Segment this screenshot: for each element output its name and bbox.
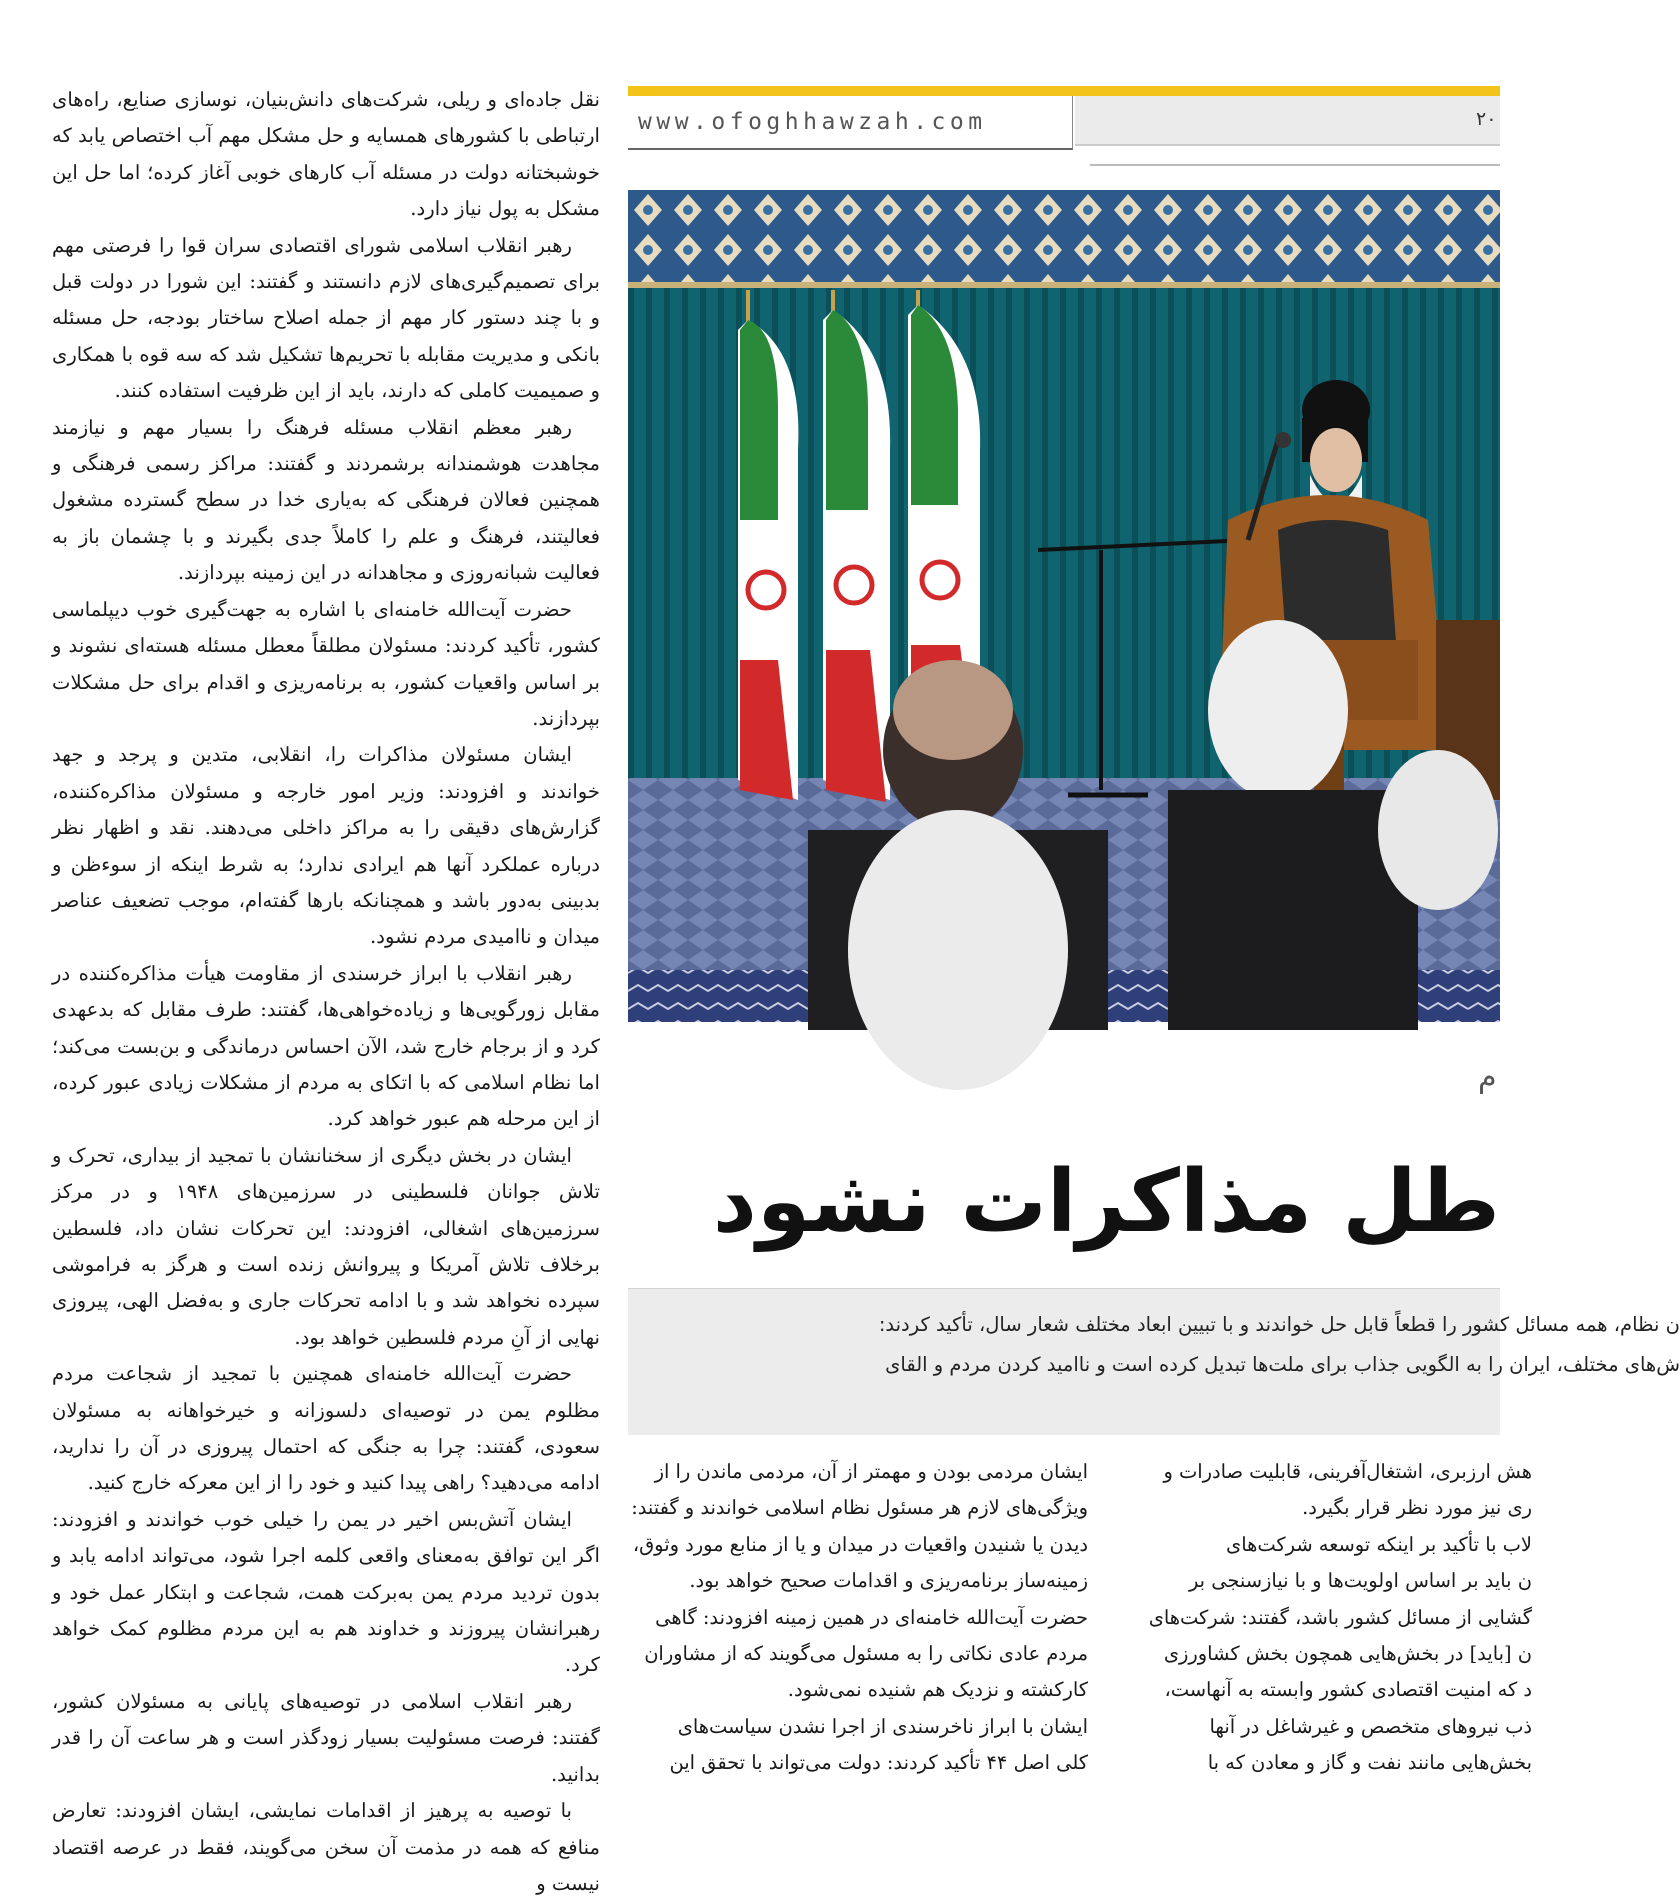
header-rule [1090, 164, 1500, 166]
text-line: هش ارزبری، اشتغال‌آفرینی، قابلیت صادرات و [1163, 1460, 1532, 1483]
paragraph: حضرت آیت‌الله خامنه‌ای همچنین با تمجید از شجاعت مردم مظلوم یمن در توصیه‌ای دلسوزانه و خیرخواهانه به مسئولان سعودی، گفتند: چرا به جنگی که احتمال پیروزی در آن را ندارید، ادامه می‌دهید؟ راهی پیدا کنید و خود را از این معرکه خارج کنید. [52, 1362, 600, 1495]
text-line: د که امنیت اقتصادی کشور وابسته به آنهاست، [1164, 1678, 1532, 1702]
text-line: ن [باید] در بخش‌هایی همچون بخش کشاورزی [1163, 1642, 1532, 1666]
paragraph: ایشان مسئولان مذاکرات را، انقلابی، متدین و پرجد و جهد خواندند و افزودند: وزیر امور خارجه و مسئولان مذاکره‌کننده، گزارش‌های دقیقی را به مراکز داخلی می‌دهند. نقد و اظهار نظر درباره عملکرد آنها هم ایرادی ندارد؛ به شرط اینکه از سوءظن و بدبینی به‌دور باشد و همچنانکه بارها گفته‌ام، موجب تضعیف عناصر میدان و ناامیدی مردم نشود. [52, 743, 600, 949]
text-line: گشایی از مسائل کشور باشد، گفتند: شرکت‌های [1148, 1605, 1532, 1629]
lead-box [628, 1288, 1680, 1435]
page-number: ۲۰ [1476, 108, 1497, 130]
text-line: ذب نیروهای متخصص و غیرشاغل در آنها [1209, 1714, 1532, 1738]
lead-line: ش‌های مختلف، ایران را به الگویی جذاب برای ملت‌ها تبدیل کرده است و ناامید کردن مردم و القای [885, 1353, 1680, 1376]
site-url: www.ofoghhawzah.com [638, 109, 987, 135]
paragraph: رهبر انقلاب با ابراز خرسندی از مقاومت هیأت مذاکره‌کننده در مقابل زورگویی‌ها و زیاده‌خواهی‌ها، گفتند: طرف مقابل که بدعهدی کرد و از برجام خارج شد، الآن احساس درماندگی و بن‌بست می‌کند؛ اما نظام اسلامی که با اتکای به مردم از مشکلات زیادی عبور کرده، از این مرحله هم عبور خواهد کرد. [52, 961, 600, 1131]
paragraph: رهبر انقلاب اسلامی در توصیه‌های پایانی به مسئولان کشور، گفتند: فرصت مسئولیت بسیار زودگذر است و هر ساعت آن را قدر بدانید. [52, 1689, 600, 1786]
article-middle-column [628, 1454, 1088, 1790]
text-line: ری نیز مورد نظر قرار بگیرد. [1302, 1496, 1532, 1520]
text-line: ایشان با ابراز ناخرسندی از اجرا نشدن سیاست‌های [677, 1714, 1088, 1738]
paragraph: نقل جاده‌ای و ریلی، شرکت‌های دانش‌بنیان، نوسازی صنایع، راه‌های ارتباطی با کشورهای همسایه و حل مشکل مهم آب اختصاص یابد که خوشبختانه دولت در مسئله آب کارهای خوبی آغاز کرده؛ اما حل این مشکل به پول نیاز دارد. [52, 88, 600, 221]
kicker: م [1478, 1060, 1497, 1095]
text-line: کارکشته و نزدیک هم شنیده نمی‌شود. [787, 1678, 1088, 1702]
headline: طل مذاکرات نشود [712, 1152, 1500, 1252]
text-line: ن باید بر اساس اولویت‌ها و با نیازسنجی بر [1188, 1569, 1532, 1593]
paragraph: ایشان آتش‌بس اخیر در یمن را خیلی خوب خواندند و افزودند: اگر این توافق به‌معنای واقعی کلمه اجرا شود، می‌تواند ادامه یابد و بدون تردید مردم یمن به‌برکت همت، شجاعت و ابتکار عمل خود و رهبرانشان پیروزند و خداوند هم به این مردم مظلوم کمک خواهد کرد. [52, 1507, 600, 1677]
text-line: بخش‌هایی مانند نفت و گاز و معادن که با [1207, 1751, 1532, 1775]
text-line: ویژگی‌های لازم هر مسئول نظام اسلامی خواندند و گفتند: [631, 1496, 1088, 1520]
headline-area [628, 1140, 1500, 1280]
text-line: مردم عادی نکاتی را به مسئول می‌گویند که از مشاوران [644, 1642, 1088, 1666]
text-line: دیدن یا شنیدن واقعیات در میدان و یا از منابع مورد وثوق، [632, 1532, 1088, 1556]
text-line: حضرت آیت‌الله خامنه‌ای در همین زمینه افزودند: گاهی [655, 1605, 1088, 1629]
header-yellow-bar [628, 86, 1500, 96]
paragraph: حضرت آیت‌الله خامنه‌ای با اشاره به جهت‌گیری خوب دیپلماسی کشور، تأکید کردند: مسئولان مطلقاً معطل مسئله هسته‌ای نشوند و بر اساس واقعیات کشور، به برنامه‌ریزی و اقدام برای حل مشکلات بپردازند. [52, 597, 600, 730]
site-url-box [628, 96, 1073, 150]
text-line: زمینه‌ساز برنامه‌ریزی و اقدامات صحیح خواهد بود. [689, 1569, 1088, 1593]
text-line: کلی اصل ۴۴ تأکید کردند: دولت می‌تواند با تحقق این [669, 1751, 1088, 1775]
paragraph: رهبر معظم انقلاب مسئله فرهنگ را بسیار مهم و نیازمند مجاهدت هوشمندانه برشمردند و گفتند: مراکز رسمی فرهنگی و همچنین فعالان فرهنگی که به‌یاری خدا در سطح گسترده مشغول فعالیتند، فرهنگ و علم را کاملاً جدی بگیرند و با چشمان باز به فعالیت شبانه‌روزی و مجاهدانه در این زمینه بپردازند. [52, 415, 600, 585]
paragraph: رهبر انقلاب اسلامی شورای اقتصادی سران قوا را فرصتی مهم برای تصمیم‌گیری‌های لازم دانستند و گفتند: این شورا در دولت قبل و با چند دستور کار مهم از جمله اصلاح ساختار بودجه، حل مسئله بانکی و مدیریت مقابله با تحریم‌ها تشکیل شد که سه قوه با همکاری و صمیمیت کاملی که دارند، باید از این ظرفیت استفاده کنند. [52, 233, 600, 403]
article-right-column [1112, 1454, 1532, 1790]
paragraph: با توصیه به پرهیز از اقدامات نمایشی، ایشان افزودند: تعارض منافع که همه در مذمت آن سخن می‌گویند، فقط در عرصه اقتصاد نیست و [52, 1799, 600, 1895]
speech-photo [628, 190, 1500, 1022]
article-left-column [52, 82, 600, 1902]
lead-line: ن نظام، همه مسائل کشور را قطعاً قابل حل خواندند و با تبیین ابعاد مختلف شعار سال، تأکید کردند: [878, 1313, 1680, 1336]
paragraph: ایشان در بخش دیگری از سخنانشان با تمجید از بیداری، تحرک و تلاش جوانان فلسطینی در سرزمین‌های ۱۹۴۸ و در مرکز سرزمین‌های اشغالی، افزودند: این تحرکات نشان داد، فلسطین برخلاف تلاش آمریکا و پیروانش زنده است و هرگز به فراموشی سپرده نخواهد شد و با ادامه تحرکات جاری و به‌فضل الهی، پیروزی نهایی از آنِ مردم فلسطین خواهد بود. [52, 1143, 600, 1349]
news-photo [628, 190, 1500, 1022]
header-strip [1075, 96, 1500, 146]
text-line: لاب با تأکید بر اینکه توسعه شرکت‌های [1226, 1532, 1532, 1556]
text-line: ایشان مردمی بودن و مهمتر از آن، مردمی ماندن را از [654, 1460, 1088, 1483]
